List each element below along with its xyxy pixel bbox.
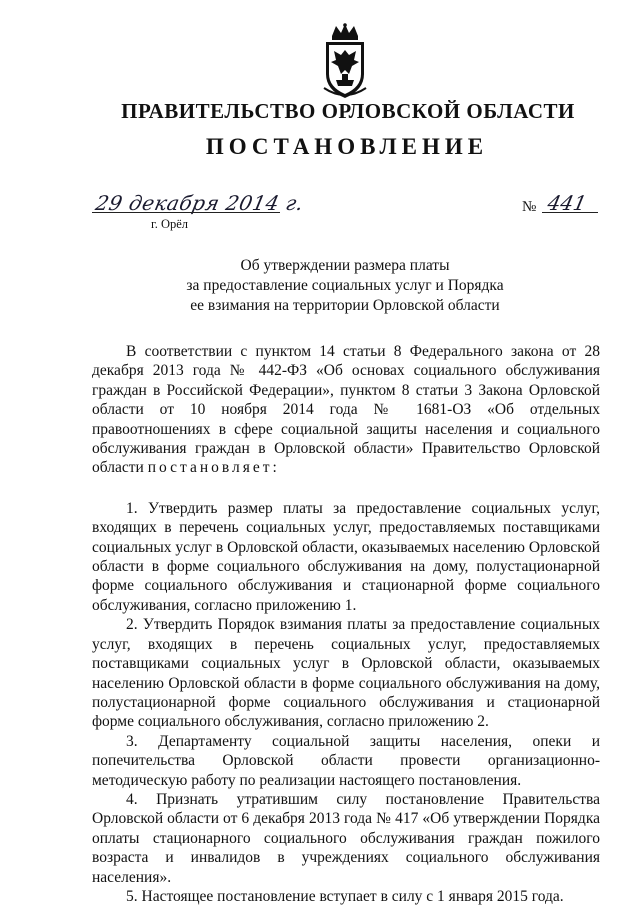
clause-paragraph: 3. Департаменту социальной защиты населения, опеки и попечительства Орловской области провести организационно-методическую работу по реализации настоящего постановления. xyxy=(92,732,600,789)
clause-paragraph: 1. Утвердить размер платы за предоставление социальных услуг, входящих в перечень социальных услуг, предоставляемых поставщиками социальных услуг в Орловской области, оказываемых населению Орловской области в форме социального обслуживания на дому, полустационарной форме социального обслуживания и стационарной форме социального обслуживания, согласно приложению 1. xyxy=(92,499,600,614)
subject-line: Об утверждении размера платы xyxy=(240,257,450,274)
preamble-paragraph xyxy=(92,342,600,478)
document-type-title: ПОСТАНОВЛЕНИЕ xyxy=(205,134,489,159)
clause-paragraph: 4. Признать утратившим силу постановление Правительства Орловской области от 6 декабря 2013 года № 417 «Об утверждении Порядка оплаты стационарного социального обслуживания граждан пожилого возраста и инвалидов в учреждениях социального обслуживания населения». xyxy=(92,790,600,886)
clause-paragraph: 2. Утвердить Порядок взимания платы за предоставление социальных услуг, входящих в перечень социальных услуг, предоставляемых поставщиками социальных услуг в Орловской области, оказываемых населению Орловской области в форме социального обслуживания на дому, полустационарной форме социального обслуживания и стационарной форме социального обслуживания, согласно приложению 2. xyxy=(92,616,600,731)
subject-line: ее взимания на территории Орловской области xyxy=(190,297,500,314)
clause-paragraph: 5. Настоящее постановление вступает в силу с 1 января 2015 года. xyxy=(126,887,564,905)
preamble-text: В соответствии с пунктом 14 статьи 8 Федерального закона от 28 декабря 2013 года № 442-ФЗ «Об основах социального обслуживания граждан в Российской Федерации», пунктом 8 статьи 3 Закона Орловской области от 10 ноября 2014 года № 1681-ОЗ «Об отдельных правоотношениях в сфере социальной защиты населения и социального обслуживания граждан в Орловской области» Правительство Орловской области xyxy=(92,343,600,477)
document-body xyxy=(92,342,600,906)
orel-region-coat-of-arms-icon xyxy=(318,22,372,100)
number-underline xyxy=(542,212,598,213)
city-label: г. Орёл xyxy=(151,217,189,231)
decree-word: постановляет: xyxy=(147,459,280,477)
subject-line: за предоставление социальных услуг и Порядка xyxy=(186,277,504,294)
date-underline xyxy=(92,212,280,213)
document-subject xyxy=(150,256,540,316)
organization-title: ПРАВИТЕЛЬСТВО ОРЛОВСКОЙ ОБЛАСТИ xyxy=(121,99,575,123)
handwritten-date: 29 декабря 2014 г. xyxy=(93,191,307,215)
handwritten-number: 441 xyxy=(545,191,589,215)
number-label: № xyxy=(522,199,537,215)
